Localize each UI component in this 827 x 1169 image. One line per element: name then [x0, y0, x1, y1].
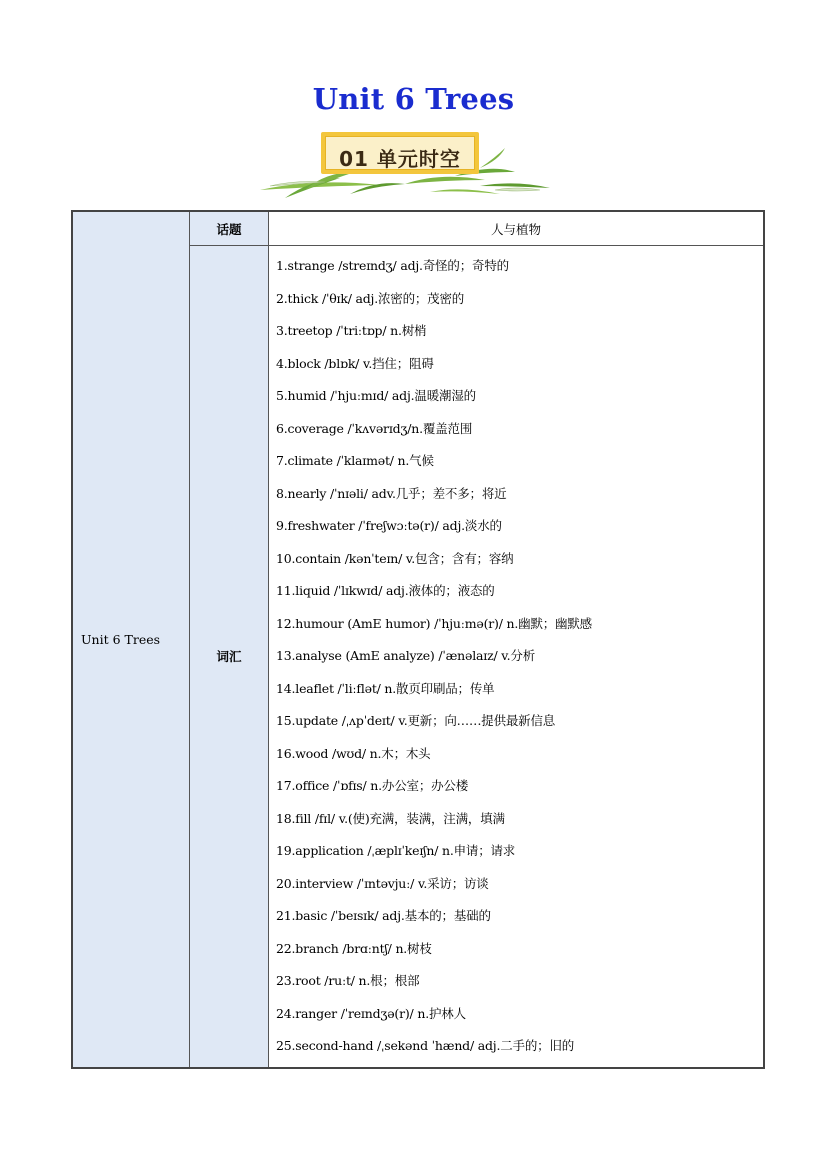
- vocab-item: 6.coverage /ˈkʌvərɪdʒ/n.覆盖范围: [276, 420, 473, 436]
- vocab-item: 21.basic /ˈbeɪsɪk/ adj.基本的；基础的: [276, 908, 491, 923]
- vocab-item: 22.branch /brɑːntʃ/ n.树枝: [276, 940, 432, 956]
- section-banner: [255, 128, 555, 202]
- vocab-item: 9.freshwater /ˈfreʃwɔːtə(r)/ adj.淡水的: [276, 518, 502, 533]
- vocab-item: 5.humid /ˈhjuːmɪd/ adj.温暖潮湿的: [276, 388, 476, 403]
- topic-row: [72, 211, 764, 246]
- vocab-item: 1.strange /streɪndʒ/ adj.奇怪的；奇特的: [276, 258, 509, 273]
- vocab-item: 4.block /blɒk/ v.挡住；阻碍: [276, 355, 434, 371]
- vocab-item: 3.treetop /ˈtriːtɒp/ n.树梢: [276, 323, 427, 338]
- page-title: Unit 6 Trees: [312, 82, 515, 116]
- vocab-label: 词汇: [190, 246, 269, 1068]
- vocab-item: 17.office /ˈɒfɪs/ n.办公室；办公楼: [276, 778, 469, 793]
- vocab-item: 11.liquid /ˈlɪkwɪd/ adj.液体的；液态的: [276, 583, 495, 598]
- topic-value: 人与植物: [269, 211, 765, 246]
- vocab-list: [269, 246, 765, 1068]
- vocab-item: 25.second-hand /ˌsekənd ˈhænd/ adj.二手的；旧的: [276, 1038, 575, 1053]
- vocab-item: 19.application /ˌæplɪˈkeɪʃn/ n.申请；请求: [276, 843, 516, 858]
- vocab-item: 13.analyse (AmE analyze) /ˈænəlaɪz/ v.分析: [276, 648, 535, 663]
- vocab-item: 8.nearly /ˈnɪəli/ adv.几乎；差不多；将近: [276, 485, 507, 501]
- vocab-item: 24.ranger /ˈreɪndʒə(r)/ n.护林人: [276, 1005, 466, 1021]
- unit-table: [71, 210, 765, 1069]
- vocab-item: 2.thick /ˈθɪk/ adj.浓密的；茂密的: [276, 290, 465, 306]
- topic-label: 话题: [190, 211, 269, 246]
- unit-cell: Unit 6 Trees: [72, 211, 190, 1068]
- vocab-item: 23.root /ruːt/ n.根；根部: [276, 973, 420, 988]
- vocab-item: 10.contain /kənˈteɪn/ v.包含；含有；容纳: [276, 550, 514, 566]
- vocab-item: 12.humour (AmE humor) /ˈhjuːmə(r)/ n.幽默；幽默感: [276, 615, 592, 631]
- vocab-item: 18.fill /fɪl/ v.(使)充满，装满，注满，填满: [276, 810, 505, 826]
- vocab-item: 14.leaflet /ˈliːflət/ n.散页印刷品；传单: [276, 680, 495, 696]
- vocab-item: 7.climate /ˈklaɪmət/ n.气候: [276, 453, 434, 468]
- vocab-item: 20.interview /ˈɪntəvjuː/ v.采访；访谈: [276, 875, 489, 891]
- banner-box: [321, 132, 479, 174]
- vocab-item: 16.wood /wʊd/ n.木；木头: [276, 745, 431, 761]
- vocab-item: 15.update /ˌʌpˈdeɪt/ v.更新；向……提供最新信息: [276, 713, 556, 728]
- banner-label: 01 单元时空: [339, 147, 461, 171]
